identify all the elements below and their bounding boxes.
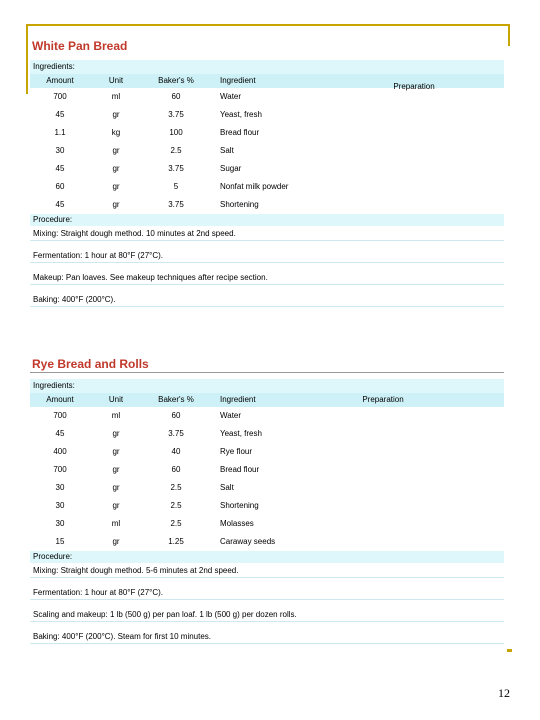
cell-ingredient: Sugar <box>220 164 242 173</box>
cell-ingredient: Water <box>220 92 242 101</box>
cell-amount: 15 <box>55 537 65 546</box>
cell-amount: 30 <box>55 501 65 510</box>
cell-unit: ml <box>111 92 121 101</box>
cell-bakers-percent: 2.5 <box>170 146 182 155</box>
cell-amount: 30 <box>55 519 65 528</box>
cell-amount: 700 <box>53 411 67 420</box>
column-header-amount: Amount <box>46 76 74 85</box>
ingredient-rows <box>30 407 504 551</box>
cell-unit: gr <box>112 537 120 546</box>
cell-amount: 45 <box>55 200 65 209</box>
recipe-title: Rye Bread and Rolls <box>30 357 504 373</box>
ingredients-label: Ingredients: <box>30 60 504 74</box>
table-row <box>30 515 504 533</box>
cell-bakers-percent: 3.75 <box>168 110 184 119</box>
cell-ingredient: Yeast, fresh <box>220 429 262 438</box>
cell-amount: 45 <box>55 110 65 119</box>
cell-amount: 700 <box>53 92 67 101</box>
recipe-title: White Pan Bread <box>32 39 128 53</box>
cell-ingredient: Shortening <box>220 501 259 510</box>
column-header-amount: Amount <box>46 395 74 404</box>
cell-amount: 30 <box>55 483 65 492</box>
table-row <box>30 407 504 425</box>
cell-ingredient: Rye flour <box>220 447 253 456</box>
table-row <box>30 160 504 178</box>
cell-unit: gr <box>112 200 120 209</box>
cell-unit: gr <box>112 483 120 492</box>
recipe-rye-bread-and-rolls <box>30 357 504 644</box>
cell-bakers-percent: 2.5 <box>170 501 182 510</box>
column-header-unit: Unit <box>108 76 124 85</box>
cell-unit: gr <box>112 146 120 155</box>
table-row <box>30 443 504 461</box>
cell-amount: 60 <box>55 182 65 191</box>
cell-bakers-percent: 60 <box>171 92 181 101</box>
table-row <box>30 106 504 124</box>
cell-bakers-percent: 2.5 <box>170 483 182 492</box>
cell-bakers-percent: 40 <box>171 447 181 456</box>
cell-unit: gr <box>112 447 120 456</box>
ingredients-label: Ingredients: <box>30 379 504 393</box>
cell-ingredient: Shortening <box>220 200 259 209</box>
table-row <box>30 124 504 142</box>
cell-amount: 45 <box>55 429 65 438</box>
cell-ingredient: Bread flour <box>220 465 260 474</box>
cell-amount: 30 <box>55 146 65 155</box>
table-row <box>30 425 504 443</box>
cell-bakers-percent: 60 <box>171 465 181 474</box>
corner-mark <box>507 649 512 652</box>
column-header-unit: Unit <box>108 395 124 404</box>
cell-bakers-percent: 60 <box>171 411 181 420</box>
cell-bakers-percent: 3.75 <box>168 164 184 173</box>
procedure-step: Mixing: Straight dough method. 10 minutes at 2nd speed. <box>30 228 504 241</box>
top-border-line <box>26 24 510 26</box>
cell-unit: gr <box>112 182 120 191</box>
cell-ingredient: Caraway seeds <box>220 537 276 546</box>
cell-ingredient: Salt <box>220 483 234 492</box>
cell-ingredient: Water <box>220 411 242 420</box>
procedure-step: Mixing: Straight dough method. 5-6 minutes at 2nd speed. <box>30 565 504 578</box>
cell-amount: 45 <box>55 164 65 173</box>
cell-unit: gr <box>112 110 120 119</box>
procedure-label: Procedure: <box>30 551 504 563</box>
table-row <box>30 196 504 214</box>
cell-ingredient: Yeast, fresh <box>220 110 262 119</box>
procedure-step: Baking: 400°F (200°C). <box>30 294 504 307</box>
table-row <box>30 497 504 515</box>
column-header-preparation: Preparation <box>362 395 404 404</box>
recipe-white-pan-bread <box>30 39 504 307</box>
table-row <box>30 479 504 497</box>
procedure-step: Fermentation: 1 hour at 80°F (27°C). <box>30 587 504 600</box>
cell-unit: ml <box>111 519 121 528</box>
column-header-ingredient: Ingredient <box>220 395 256 404</box>
cell-unit: gr <box>112 501 120 510</box>
left-border-line <box>26 24 28 94</box>
cell-ingredient: Salt <box>220 146 234 155</box>
cell-ingredient: Nonfat milk powder <box>220 182 289 191</box>
cell-bakers-percent: 3.75 <box>168 429 184 438</box>
procedure-label: Procedure: <box>30 214 504 226</box>
cell-bakers-percent: 100 <box>169 128 183 137</box>
column-header-ingredient: Ingredient <box>220 76 256 85</box>
cell-bakers-percent: 5 <box>173 182 179 191</box>
table-row <box>30 178 504 196</box>
cell-amount: 400 <box>53 447 67 456</box>
cell-amount: 1.1 <box>54 128 66 137</box>
procedure-step: Scaling and makeup: 1 lb (500 g) per pan loaf. 1 lb (500 g) per dozen rolls. <box>30 609 504 622</box>
page-number: 12 <box>498 686 510 700</box>
procedure-step: Baking: 400°F (200°C). Steam for first 10 minutes. <box>30 631 504 644</box>
table-row <box>30 142 504 160</box>
procedure-step: Makeup: Pan loaves. See makeup techniques after recipe section. <box>30 272 504 285</box>
cell-unit: gr <box>112 429 120 438</box>
cell-ingredient: Molasses <box>220 519 254 528</box>
cell-bakers-percent: 2.5 <box>170 519 182 528</box>
cell-ingredient: Bread flour <box>220 128 260 137</box>
cell-unit: gr <box>112 164 120 173</box>
table-header <box>30 393 504 407</box>
cell-unit: gr <box>112 465 120 474</box>
cell-unit: kg <box>111 128 121 137</box>
cell-bakers-percent: 3.75 <box>168 200 184 209</box>
procedure-step: Fermentation: 1 hour at 80°F (27°C). <box>30 250 504 263</box>
table-row <box>30 533 504 551</box>
right-border-tick <box>508 24 510 46</box>
column-header-bakers-percent: Baker's % <box>158 395 194 404</box>
table-row <box>30 461 504 479</box>
cell-amount: 700 <box>53 465 67 474</box>
ingredient-rows <box>30 88 504 214</box>
cell-bakers-percent: 1.25 <box>168 537 184 546</box>
column-header-preparation: Preparation <box>393 82 435 91</box>
column-header-bakers-percent: Baker's % <box>158 76 194 85</box>
cell-unit: ml <box>111 411 121 420</box>
